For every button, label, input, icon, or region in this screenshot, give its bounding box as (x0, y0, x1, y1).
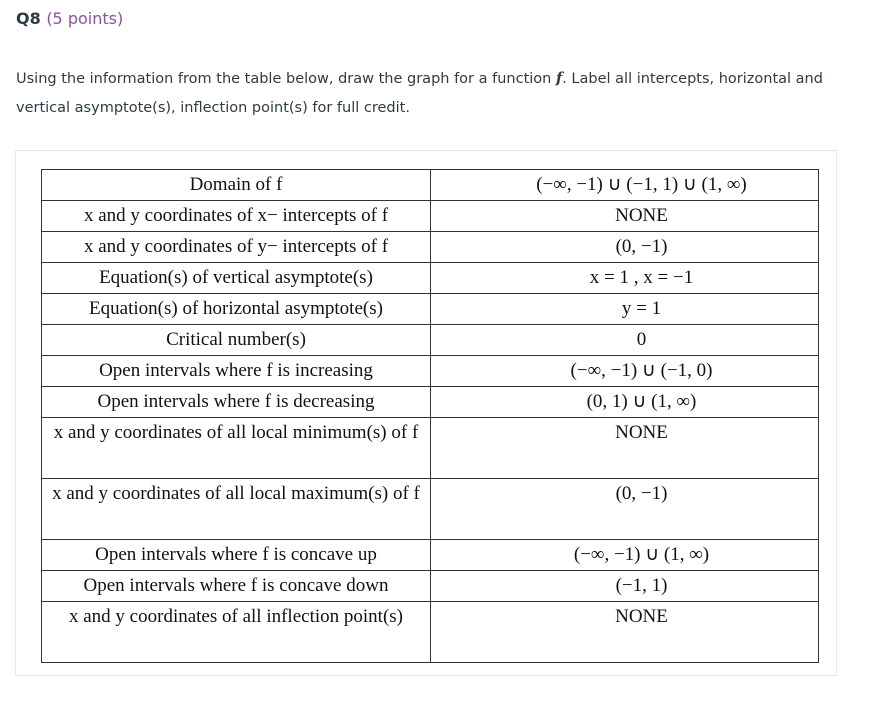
row-value-concave-up: (−∞, −1) ∪ (1, ∞) (431, 540, 819, 571)
row-value-concave-down: (−1, 1) (431, 571, 819, 602)
prompt-text-before: Using the information from the table below, draw the graph for a function (16, 71, 556, 87)
row-label-critical-numbers: Critical number(s) (42, 325, 431, 356)
function-info-table (41, 169, 819, 663)
table-row (42, 387, 819, 418)
question-prompt (16, 64, 826, 123)
row-value-vertical-asymptotes: x = 1 , x = −1 (431, 263, 819, 294)
row-label-local-max: x and y coordinates of all local maximum(s) of f (42, 479, 431, 540)
row-label-inflection: x and y coordinates of all inflection point(s) (42, 602, 431, 663)
row-label-local-min: x and y coordinates of all local minimum(s) of f (42, 418, 431, 479)
row-value-inflection: NONE (431, 602, 819, 663)
row-value-decreasing: (0, 1) ∪ (1, ∞) (431, 387, 819, 418)
table-row (42, 325, 819, 356)
row-value-y-intercepts: (0, −1) (431, 232, 819, 263)
row-label-decreasing: Open intervals where f is decreasing (42, 387, 431, 418)
table-row (42, 170, 819, 201)
table-row (42, 602, 819, 663)
question-points: (5 points) (46, 9, 124, 28)
row-value-domain: (−∞, −1) ∪ (−1, 1) ∪ (1, ∞) (431, 170, 819, 201)
table-row (42, 232, 819, 263)
question-number: Q8 (16, 9, 41, 28)
row-value-local-max: (0, −1) (431, 479, 819, 540)
row-value-x-intercepts: NONE (431, 201, 819, 232)
table-row (42, 571, 819, 602)
row-label-increasing: Open intervals where f is increasing (42, 356, 431, 387)
table-row (42, 356, 819, 387)
row-value-critical-numbers: 0 (431, 325, 819, 356)
table-row (42, 294, 819, 325)
row-label-concave-up: Open intervals where f is concave up (42, 540, 431, 571)
row-label-y-intercepts: x and y coordinates of y− intercepts of f (42, 232, 431, 263)
table-row (42, 540, 819, 571)
row-value-increasing: (−∞, −1) ∪ (−1, 0) (431, 356, 819, 387)
row-value-local-min: NONE (431, 418, 819, 479)
table-row (42, 263, 819, 294)
table-row (42, 418, 819, 479)
prompt-function-name: f (555, 70, 563, 87)
row-label-concave-down: Open intervals where f is concave down (42, 571, 431, 602)
prompt-text-after: . Label all intercepts, horizontal and vertical asymptote(s), inflection point(s) for full credit. (16, 71, 823, 116)
question-header (16, 9, 123, 28)
row-value-horizontal-asymptotes: y = 1 (431, 294, 819, 325)
table-row (42, 201, 819, 232)
row-label-domain: Domain of f (42, 170, 431, 201)
table-row (42, 479, 819, 540)
row-label-vertical-asymptotes: Equation(s) of vertical asymptote(s) (42, 263, 431, 294)
row-label-horizontal-asymptotes: Equation(s) of horizontal asymptote(s) (42, 294, 431, 325)
row-label-x-intercepts: x and y coordinates of x− intercepts of f (42, 201, 431, 232)
